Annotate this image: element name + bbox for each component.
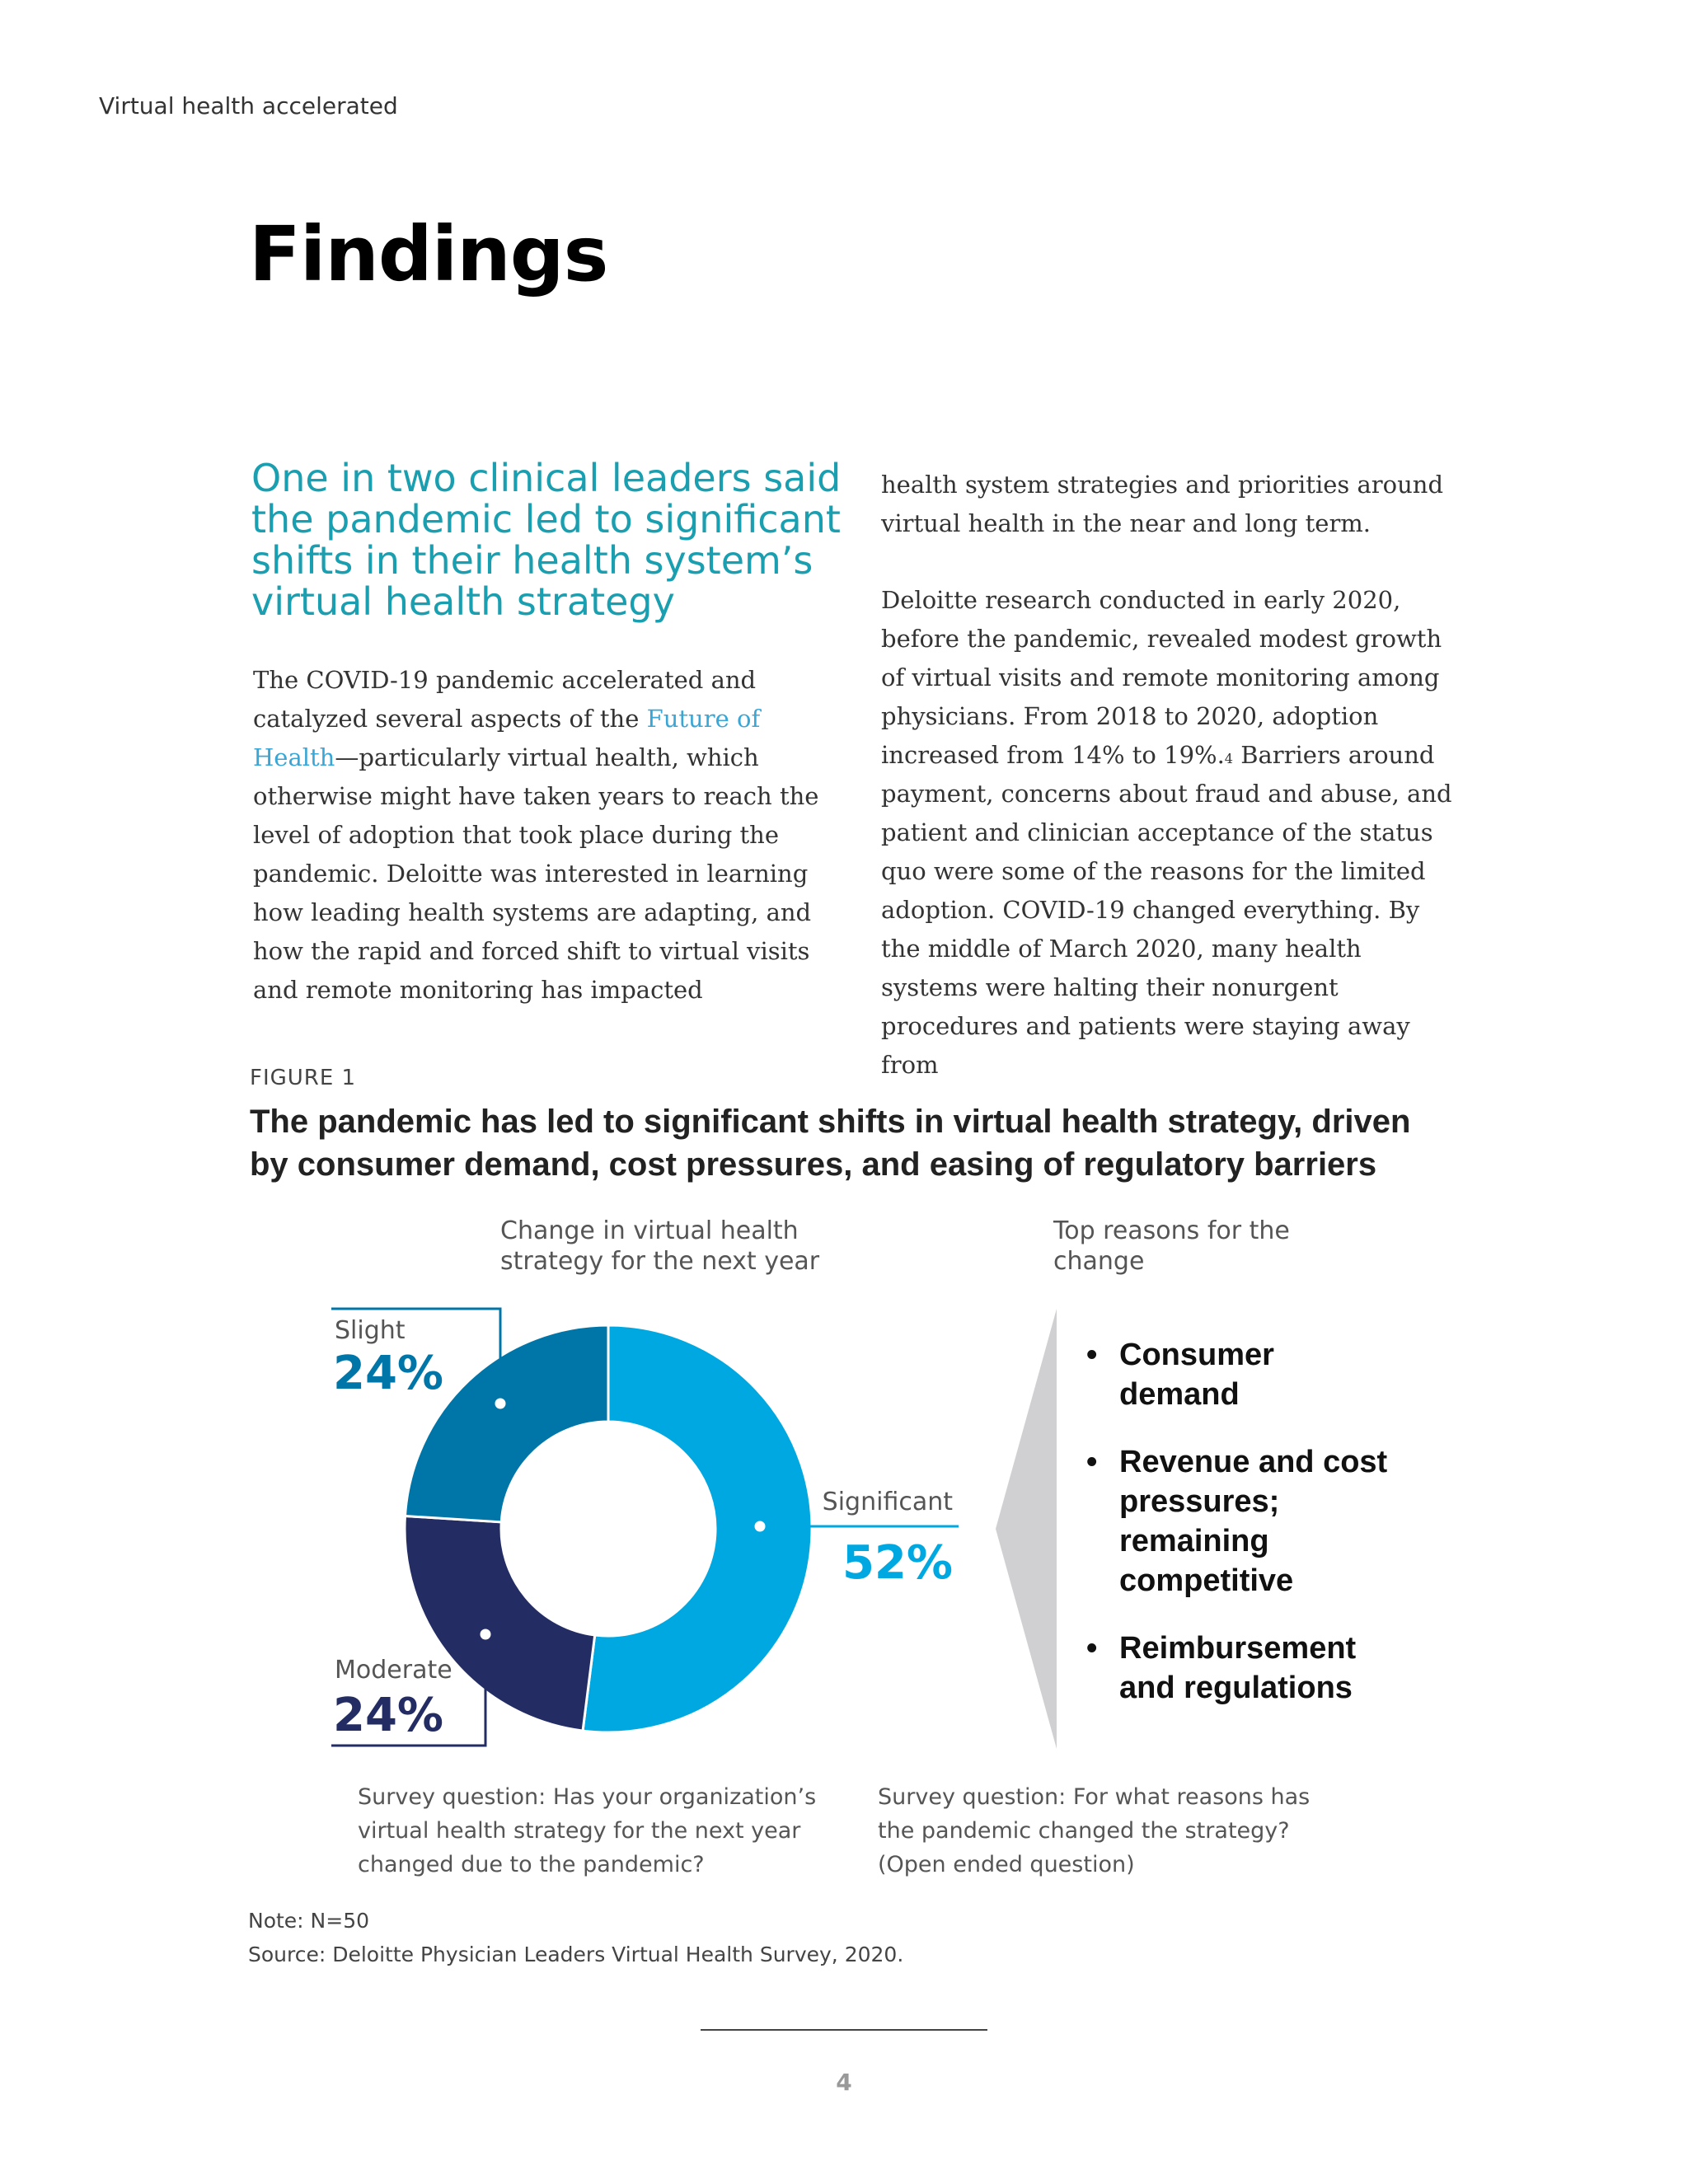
slice-label-significant: Significant — [822, 1488, 953, 1516]
running-header: Virtual health accelerated — [99, 92, 398, 120]
reason-text: Consumer demand — [1119, 1338, 1274, 1412]
figure-note: Note: N=50 — [248, 1909, 370, 1933]
figure-label: FIGURE 1 — [250, 1066, 357, 1090]
slice-value-significant: 52% — [842, 1536, 953, 1590]
bullet-icon: • — [1086, 1338, 1098, 1372]
footer-rule — [701, 2029, 987, 2031]
survey-question-2: Survey question: For what reasons has the pandemic changed the strategy? (Open ended question) — [878, 1784, 1311, 1877]
reason-text: Revenue and cost pressures; remaining competitive — [1119, 1445, 1388, 1598]
slice-value-moderate: 24% — [333, 1689, 444, 1742]
callout-dot-significant — [753, 1520, 767, 1533]
reason-item — [1086, 1442, 1400, 1601]
reasons-pointer-wedge — [996, 1309, 1057, 1749]
survey-question-1: Survey question: Has your organization’s virtual health strategy for the next year changed due to the pandemic? — [358, 1784, 817, 1877]
body-text: The COVID-19 pandemic accelerated and catalyzed several aspects of the — [253, 666, 757, 733]
reasons-heading: Top reasons for the change — [1053, 1216, 1290, 1276]
body-text: Barriers around payment, concerns about fraud and abuse, and patient and clinician acceptance of the status quo were some of the reasons for the limited adoption. COVID-19 changed everything. By the middle of March 2020, many health systems were halting their nonurgent procedures and patients were staying away from — [881, 741, 1452, 1079]
slice-label-slight: Slight — [335, 1316, 406, 1345]
page-number: 4 — [836, 2069, 852, 2096]
figure-source: Source: Deloitte Physician Leaders Virtual Health Survey, 2020. — [248, 1943, 904, 1966]
slice-value-slight: 24% — [333, 1347, 444, 1400]
body-text: —particularly virtual health, which otherwise might have taken years to reach the level of adoption that took place during the pandemic. Deloitte was interested in learning how leading health systems are adapting, and how the rapid and forced shift to virtual visits and remote monitoring has impacted — [253, 743, 819, 1004]
callout-dot-slight — [494, 1397, 507, 1410]
footnote-ref[interactable]: 4 — [1224, 751, 1233, 766]
body-text: Deloitte research conducted in early 2020, before the pandemic, revealed modest growth of virtual visits and remote monitoring among physicians. From 2018 to 2020, adoption increased from 14% to 19%. — [881, 586, 1442, 769]
reason-item — [1086, 1335, 1400, 1414]
reason-item — [1086, 1629, 1400, 1708]
reason-text: Reimbursement and regulations — [1119, 1631, 1357, 1705]
figure-notes — [248, 1904, 903, 1971]
bullet-icon: • — [1086, 1445, 1098, 1479]
bullet-icon: • — [1086, 1631, 1098, 1666]
figure-title: The pandemic has led to significant shifts in virtual health strategy, driven by consumer demand, cost pressures, and easing of regulatory barriers — [250, 1104, 1411, 1183]
slice-label-moderate: Moderate — [335, 1656, 452, 1685]
callout-dot-moderate — [479, 1628, 492, 1641]
section-heading: One in two clinical leaders said the pandemic led to significant shifts in their health system’s virtual health strategy — [251, 456, 842, 624]
reasons-list — [1086, 1335, 1400, 1736]
donut-slice-significant — [583, 1325, 812, 1732]
body-paragraph: health system strategies and priorities around virtual health in the near and long term. — [881, 471, 1444, 537]
future-of-health-link[interactable]: Future of Health — [253, 705, 761, 771]
page-title: Findings — [249, 210, 608, 298]
chart-heading: Change in virtual health strategy for the next year — [500, 1216, 820, 1276]
